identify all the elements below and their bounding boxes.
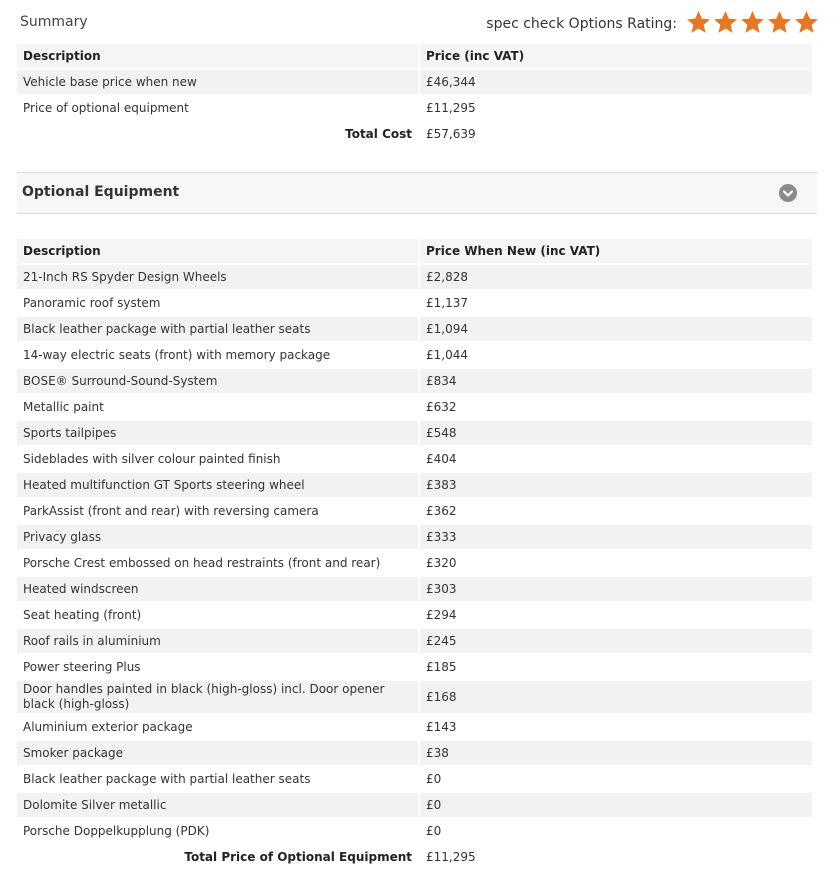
- table-row: [17, 766, 813, 792]
- row-price: £383: [419, 472, 813, 498]
- row-price: £0: [419, 766, 813, 792]
- row-price: £2,828: [419, 264, 813, 290]
- row-price: £143: [419, 714, 813, 740]
- rating-stars: [685, 9, 820, 39]
- row-price: £404: [419, 446, 813, 472]
- star-icon: [793, 9, 820, 36]
- row-description: Smoker package: [17, 740, 419, 766]
- row-description: Metallic paint: [17, 394, 419, 420]
- row-description: 21-Inch RS Spyder Design Wheels: [17, 264, 419, 290]
- star-icon: [712, 9, 739, 36]
- table-header-row: [17, 239, 813, 264]
- summary-table: [17, 44, 814, 148]
- table-row: [17, 95, 813, 121]
- table-row: [17, 628, 813, 654]
- total-label: Total Price of Optional Equipment: [17, 844, 419, 870]
- row-description: Sideblades with silver colour painted finish: [17, 446, 419, 472]
- optional-equipment-toggle[interactable]: [17, 172, 817, 214]
- star-icon: [766, 9, 793, 36]
- row-price: £1,094: [419, 316, 813, 342]
- row-description: Price of optional equipment: [17, 95, 419, 121]
- chevron-down-circle-icon[interactable]: [779, 184, 797, 202]
- row-description: Dolomite Silver metallic: [17, 792, 419, 818]
- row-price: £168: [419, 680, 813, 714]
- row-price: £303: [419, 576, 813, 602]
- table-row: [17, 654, 813, 680]
- total-label: Total Cost: [17, 121, 419, 147]
- row-price: £38: [419, 740, 813, 766]
- column-header-description: Description: [17, 44, 419, 69]
- row-price: £185: [419, 654, 813, 680]
- row-price: £333: [419, 524, 813, 550]
- row-description: ParkAssist (front and rear) with reversing camera: [17, 498, 419, 524]
- section-title: Optional Equipment: [22, 184, 180, 200]
- rating-label: spec check Options Rating:: [486, 16, 677, 32]
- row-price: £320: [419, 550, 813, 576]
- table-row: [17, 550, 813, 576]
- table-row: [17, 316, 813, 342]
- row-description: Heated windscreen: [17, 576, 419, 602]
- row-price: £0: [419, 818, 813, 844]
- row-description: Black leather package with partial leather seats: [17, 766, 419, 792]
- star-icon: [685, 9, 712, 36]
- row-description: Porsche Crest embossed on head restraints (front and rear): [17, 550, 419, 576]
- table-row: [17, 446, 813, 472]
- summary-title: Summary: [20, 14, 88, 30]
- column-header-description: Description: [17, 239, 419, 264]
- row-description: Seat heating (front): [17, 602, 419, 628]
- table-row: [17, 69, 813, 95]
- row-description: Sports tailpipes: [17, 420, 419, 446]
- table-row: [17, 498, 813, 524]
- row-description: Heated multifunction GT Sports steering wheel: [17, 472, 419, 498]
- table-row: [17, 264, 813, 290]
- row-price: £294: [419, 602, 813, 628]
- total-value: £57,639: [419, 121, 813, 147]
- total-value: £11,295: [419, 844, 813, 870]
- row-description: Privacy glass: [17, 524, 419, 550]
- table-row: [17, 290, 813, 316]
- total-row: [17, 844, 813, 870]
- row-price: £0: [419, 792, 813, 818]
- row-description: Black leather package with partial leather seats: [17, 316, 419, 342]
- row-description: Roof rails in aluminium: [17, 628, 419, 654]
- row-price: £11,295: [419, 95, 813, 121]
- table-row: [17, 342, 813, 368]
- table-row: [17, 602, 813, 628]
- row-price: £46,344: [419, 69, 813, 95]
- table-row: [17, 818, 813, 844]
- table-row: [17, 576, 813, 602]
- row-description: Porsche Doppelkupplung (PDK): [17, 818, 419, 844]
- total-row: [17, 121, 813, 147]
- row-price: £1,137: [419, 290, 813, 316]
- column-header-price: Price When New (inc VAT): [419, 239, 813, 264]
- star-icon: [739, 9, 766, 36]
- row-price: £834: [419, 368, 813, 394]
- row-price: £548: [419, 420, 813, 446]
- row-description: Door handles painted in black (high-gloss) incl. Door opener black (high-gloss): [17, 680, 419, 714]
- summary-header: [20, 12, 820, 36]
- column-header-price: Price (inc VAT): [419, 44, 813, 69]
- row-description: Panoramic roof system: [17, 290, 419, 316]
- optional-equipment-table: [17, 239, 814, 871]
- table-row: [17, 680, 813, 714]
- table-row: [17, 740, 813, 766]
- table-row: [17, 792, 813, 818]
- table-row: [17, 368, 813, 394]
- table-row: [17, 714, 813, 740]
- row-price: £1,044: [419, 342, 813, 368]
- row-description: Aluminium exterior package: [17, 714, 419, 740]
- table-row: [17, 524, 813, 550]
- table-row: [17, 420, 813, 446]
- row-price: £362: [419, 498, 813, 524]
- row-price: £245: [419, 628, 813, 654]
- options-rating: [486, 9, 820, 39]
- row-description: 14-way electric seats (front) with memory package: [17, 342, 419, 368]
- table-row: [17, 472, 813, 498]
- row-description: BOSE® Surround-Sound-System: [17, 368, 419, 394]
- row-description: Power steering Plus: [17, 654, 419, 680]
- row-price: £632: [419, 394, 813, 420]
- row-description: Vehicle base price when new: [17, 69, 419, 95]
- table-header-row: [17, 44, 813, 69]
- table-row: [17, 394, 813, 420]
